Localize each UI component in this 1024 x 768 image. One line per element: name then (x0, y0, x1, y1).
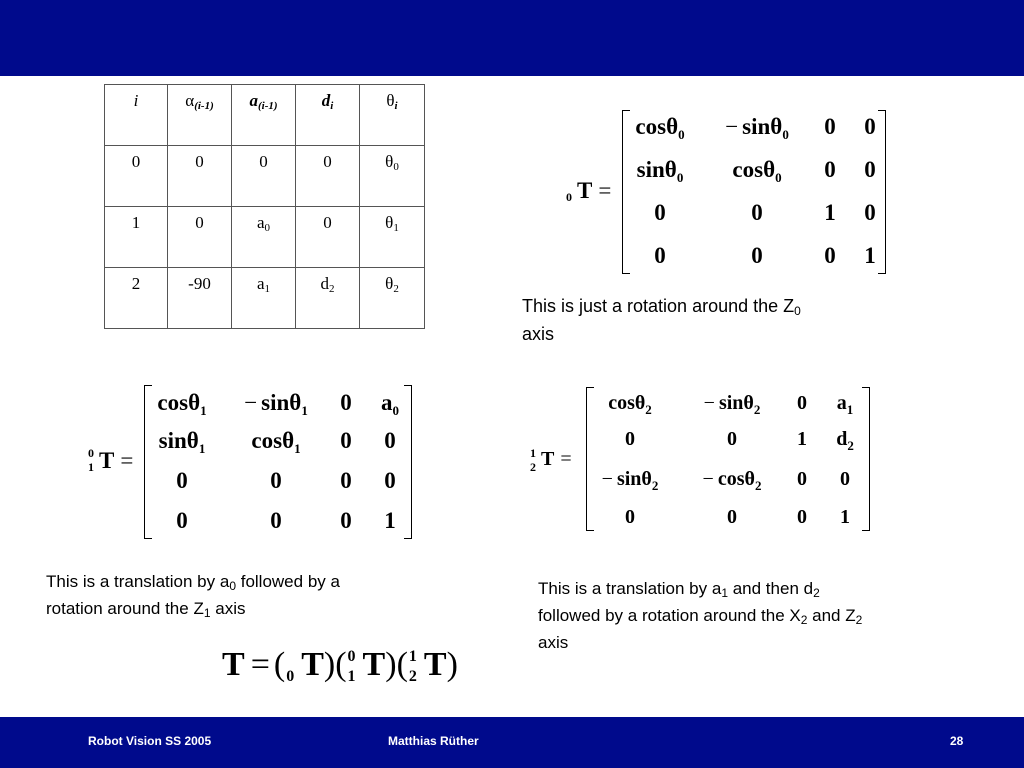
table-header-row (105, 85, 425, 146)
matrix-cell: 0 (340, 390, 352, 415)
right-bracket (862, 387, 870, 531)
matrix-cell: 0 (384, 468, 396, 493)
matrix-cell: sinθ$_0$ (636, 157, 684, 185)
matrix-cell: 1 (797, 428, 807, 450)
matrix-cell: cosθ$_0$ (635, 114, 685, 142)
matrix-cell: − sinθ$_0$ (725, 114, 789, 142)
matrix-cell: 0 (797, 506, 807, 528)
matrix-cell: cosθ$_1$ (251, 428, 301, 456)
matrix-cell: 0 (176, 468, 188, 493)
table-cell: 2 (105, 268, 168, 329)
matrix-cell: 0 (840, 468, 850, 490)
right-bracket (404, 385, 412, 539)
header-a-sub: (i-1) (257, 100, 278, 112)
header-cell (105, 85, 168, 146)
matrix-cell: cosθ$_2$ (608, 392, 652, 417)
header-cell (360, 85, 425, 146)
caption-matrix-01T: This is a translation by $a_0$ followed by a rotation around the $Z_1$ axis (46, 572, 340, 620)
matrix-cell: 0 (176, 508, 188, 533)
matrix-cell: 1 (840, 506, 850, 528)
table-cell: $\theta_1$ (360, 207, 425, 268)
header-theta: θ (386, 91, 395, 110)
matrix-cell: 0 (625, 428, 635, 450)
matrix-cell: − sinθ$_1$ (244, 390, 308, 418)
matrix-cell: 0 (824, 157, 836, 182)
matrix-cell: 0 (751, 243, 763, 268)
header-a: a (249, 91, 258, 110)
table-cell: 1 (105, 207, 168, 268)
slide-header-bar (0, 0, 1024, 76)
matrix-cell: 0 (824, 114, 836, 139)
right-bracket (878, 110, 886, 274)
matrix-cell: 0 (824, 243, 836, 268)
left-bracket (144, 385, 152, 539)
matrix-cell: 0 (654, 243, 666, 268)
matrix-cell: 0 (340, 468, 352, 493)
matrix-cell: − sinθ$_2$ (601, 468, 659, 493)
matrix-cell: − cosθ$_2$ (702, 468, 762, 493)
matrix-cell: 1 (864, 243, 876, 268)
matrix-cell: 0 (864, 200, 876, 225)
matrix-cell: 0 (727, 506, 737, 528)
table-cell: 0 (105, 146, 168, 207)
table-cell: 0 (296, 207, 360, 268)
caption-matrix-0T: This is just a rotation around the $Z_0$ axis (522, 296, 801, 344)
table-cell: $\theta_2$ (360, 268, 425, 329)
matrix-cell: 1 (384, 508, 396, 533)
table-cell: -90 (168, 268, 232, 329)
matrix-lhs: 1 2 T = (530, 446, 572, 474)
header-theta-sub: i (394, 100, 398, 112)
matrix-cell: 1 (824, 200, 836, 225)
matrix-lhs: 0 1 T = (88, 446, 134, 474)
left-bracket (622, 110, 630, 274)
matrix-cell: − sinθ$_2$ (703, 392, 761, 417)
matrix-cell: cosθ$_1$ (157, 390, 207, 418)
table-cell: $d_2$ (296, 268, 360, 329)
table-cell: 0 (232, 146, 296, 207)
header-alpha-sub: (i-1) (194, 100, 214, 112)
table-cell: $a_0$ (232, 207, 296, 268)
footer-course: Robot Vision SS 2005 (88, 734, 212, 748)
left-bracket (586, 387, 594, 531)
matrix-cell: 0 (864, 114, 876, 139)
matrix-cell: $a_0$ (381, 390, 399, 418)
matrix-cell: 0 (797, 468, 807, 490)
table-row (105, 207, 425, 268)
table-cell: $\theta_0$ (360, 146, 425, 207)
caption-matrix-12T: This is a translation by $a_1$ and then $d_2$ followed by a rotation around the $X_2$ and $Z_2$ axis (538, 579, 863, 652)
footer-page-number: 28 (950, 734, 964, 748)
matrix-cell: cosθ$_0$ (732, 157, 782, 185)
matrix-cell: 0 (797, 392, 807, 414)
header-alpha: α (185, 91, 195, 110)
matrix-cell: 0 (751, 200, 763, 225)
header-d-sub: i (330, 100, 334, 112)
dh-parameter-table (104, 84, 425, 329)
matrix-cell: 0 (654, 200, 666, 225)
matrix-cell: 0 (340, 508, 352, 533)
table-row (105, 268, 425, 329)
table-cell: 0 (168, 146, 232, 207)
matrix-cell: 0 (625, 506, 635, 528)
matrix-cell: 0 (727, 428, 737, 450)
table-row (105, 146, 425, 207)
matrix-cell: sinθ$_1$ (158, 428, 206, 456)
table-cell: 0 (168, 207, 232, 268)
header-i: i (133, 91, 139, 110)
header-cell (168, 85, 232, 146)
matrix-cell: 0 (270, 468, 282, 493)
table-cell: 0 (296, 146, 360, 207)
transform-product-formula: T = ( 0 T)( 0 1 T)( 1 2 T) (222, 646, 458, 685)
matrix-cell: 0 (270, 508, 282, 533)
matrix-cell: 0 (864, 157, 876, 182)
table-cell: $a_1$ (232, 268, 296, 329)
header-d: d (321, 91, 331, 110)
header-cell (232, 85, 296, 146)
header-cell (296, 85, 360, 146)
footer-author: Matthias Rüther (388, 734, 479, 748)
matrix-cell: $d_2$ (836, 428, 854, 453)
matrix-cell: $a_1$ (836, 392, 854, 417)
matrix-lhs: 0 T = (566, 178, 612, 204)
matrix-cell: 0 (340, 428, 352, 453)
matrix-cell: 0 (384, 428, 396, 453)
